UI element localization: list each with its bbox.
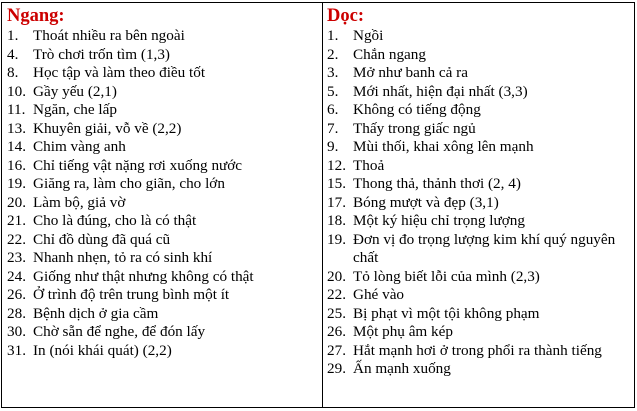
ngang-clue: [7, 305, 322, 324]
clue-number: 13.: [7, 119, 26, 137]
clue-number: 20.: [7, 193, 26, 211]
ngang-clue-list: [7, 27, 322, 360]
doc-column: [323, 3, 634, 407]
clue-number: 3.: [327, 64, 339, 81]
clue-text: Chim vàng anh: [33, 138, 126, 155]
doc-clue-list: [327, 27, 634, 379]
ngang-clue: [7, 268, 322, 287]
clue-text: Bóng mượt và đẹp (3,1): [353, 193, 499, 211]
doc-clue: [327, 27, 634, 46]
clue-number: 20.: [327, 267, 346, 285]
doc-clue: [327, 64, 634, 83]
clue-text: Khuyên giải, vỗ về (2,2): [33, 119, 182, 137]
ngang-clue: [7, 249, 322, 268]
clue-number: 6.: [327, 101, 339, 118]
clue-text: Bệnh dịch ở gia cầm: [33, 304, 159, 322]
clue-number: 25.: [327, 304, 346, 322]
clue-number: 16.: [7, 156, 26, 174]
clue-text: Mùi thối, khai xông lên mạnh: [353, 138, 534, 155]
ngang-clue: [7, 64, 322, 83]
clue-number: 1.: [327, 27, 339, 44]
clue-text: Thoả: [353, 156, 385, 174]
clue-text: Mở như banh cả ra: [353, 64, 468, 81]
clue-text: Làm bộ, giả vờ: [33, 193, 126, 211]
clue-text: Chỉ đồ dùng đã quá cũ: [33, 230, 171, 248]
ngang-column: [2, 3, 323, 407]
clue-number: 28.: [7, 304, 26, 322]
doc-clue: [327, 342, 634, 361]
clue-text: Ghé vào: [353, 286, 405, 303]
ngang-clue: [7, 157, 322, 176]
clue-text: In (nói khái quát) (2,2): [33, 341, 172, 359]
clue-number: 8.: [7, 64, 19, 81]
ngang-clue: [7, 27, 322, 46]
doc-clue: [327, 268, 634, 287]
clue-text: Chỉ tiếng vật nặng rơi xuống nước: [33, 156, 243, 174]
doc-clue: [327, 83, 634, 102]
clue-text: Học tập và làm theo điều tốt: [33, 64, 206, 81]
clue-text: Giống như thật nhưng không có thật: [33, 267, 254, 285]
ngang-clue: [7, 323, 322, 342]
ngang-clue: [7, 231, 322, 250]
clue-number: 26.: [7, 286, 26, 303]
clue-text: Thoát nhiều ra bên ngoài: [33, 27, 185, 44]
clue-number: 12.: [327, 156, 346, 174]
clue-text: Đơn vị đo trọng lượng kim khí quý nguyên chất: [353, 230, 616, 266]
doc-clue: [327, 101, 634, 120]
doc-clue: [327, 286, 634, 305]
clue-text: Ngồi: [353, 27, 384, 44]
clue-number: 15.: [327, 175, 346, 192]
clue-number: 21.: [7, 212, 26, 229]
clue-number: 22.: [7, 230, 26, 248]
clue-number: 26.: [327, 323, 346, 340]
doc-clue: [327, 305, 634, 324]
clue-number: 19.: [327, 230, 346, 248]
clue-number: 30.: [7, 323, 26, 340]
clue-text: Một phụ âm kép: [353, 323, 453, 340]
clue-number: 7.: [327, 119, 339, 137]
ngang-clue: [7, 194, 322, 213]
clue-number: 14.: [7, 138, 26, 155]
clue-number: 2.: [327, 45, 339, 63]
clue-number: 24.: [7, 267, 26, 285]
ngang-clue: [7, 101, 322, 120]
doc-clue: [327, 323, 634, 342]
clue-text: Giăng ra, làm cho giãn, cho lớn: [33, 175, 225, 192]
doc-clue: [327, 120, 634, 139]
doc-clue: [327, 212, 634, 231]
clue-text: Ấn mạnh xuống: [353, 360, 451, 377]
clue-text: Gầy yếu (2,1): [33, 82, 117, 100]
clue-text: Bị phạt vì một tội không phạm: [353, 304, 540, 322]
clue-text: Hắt mạnh hơi ở trong phổi ra thành tiếng: [353, 341, 602, 359]
clue-number: 22.: [327, 286, 346, 303]
clue-number: 27.: [327, 341, 346, 359]
clue-text: Ngăn, che lấp: [33, 101, 117, 118]
doc-heading: Dọc:: [327, 6, 364, 26]
ngang-clue: [7, 83, 322, 102]
ngang-clue: [7, 120, 322, 139]
doc-clue: [327, 194, 634, 213]
doc-clue: [327, 138, 634, 157]
clue-text: Cho là đúng, cho là có thật: [33, 212, 197, 229]
clue-text: Thong thả, thảnh thơi (2, 4): [353, 175, 521, 192]
ngang-clue: [7, 138, 322, 157]
doc-clue: [327, 46, 634, 65]
clue-text: Một ký hiệu chỉ trọng lượng: [353, 212, 525, 229]
clue-text: Nhanh nhẹn, tỏ ra có sinh khí: [33, 249, 213, 266]
clue-number: 11.: [7, 101, 26, 118]
doc-clue: [327, 175, 634, 194]
clue-number: 23.: [7, 249, 26, 266]
clue-text: Chờ sẵn để nghe, để đón lấy: [33, 323, 206, 340]
clue-text: Mới nhất, hiện đại nhất (3,3): [353, 82, 528, 100]
ngang-clue: [7, 46, 322, 65]
clue-number: 17.: [327, 193, 346, 211]
clue-number: 18.: [327, 212, 346, 229]
clue-number: 19.: [7, 175, 26, 192]
clue-number: 9.: [327, 138, 339, 155]
clue-text: Không có tiếng động: [353, 101, 481, 118]
clue-number: 31.: [7, 341, 26, 359]
crossword-clue-table: [1, 2, 635, 408]
doc-clue: [327, 360, 634, 379]
clue-number: 29.: [327, 360, 346, 377]
ngang-clue: [7, 212, 322, 231]
clue-number: 1.: [7, 27, 19, 44]
clue-text: Tỏ lòng biết lỗi của mình (2,3): [353, 267, 540, 285]
ngang-clue: [7, 286, 322, 305]
clue-text: Chắn ngang: [353, 45, 426, 63]
doc-clue: [327, 157, 634, 176]
clue-text: Trò chơi trốn tìm (1,3): [33, 45, 170, 63]
ngang-clue: [7, 175, 322, 194]
doc-clue: [327, 231, 634, 268]
clue-number: 10.: [7, 82, 26, 100]
clue-number: 4.: [7, 45, 19, 63]
ngang-clue: [7, 342, 322, 361]
clue-text: Thấy trong giấc ngủ: [353, 119, 476, 137]
ngang-heading: Ngang:: [7, 6, 65, 26]
clue-number: 5.: [327, 82, 339, 100]
clue-text: Ở trình độ trên trung bình một ít: [33, 286, 230, 303]
